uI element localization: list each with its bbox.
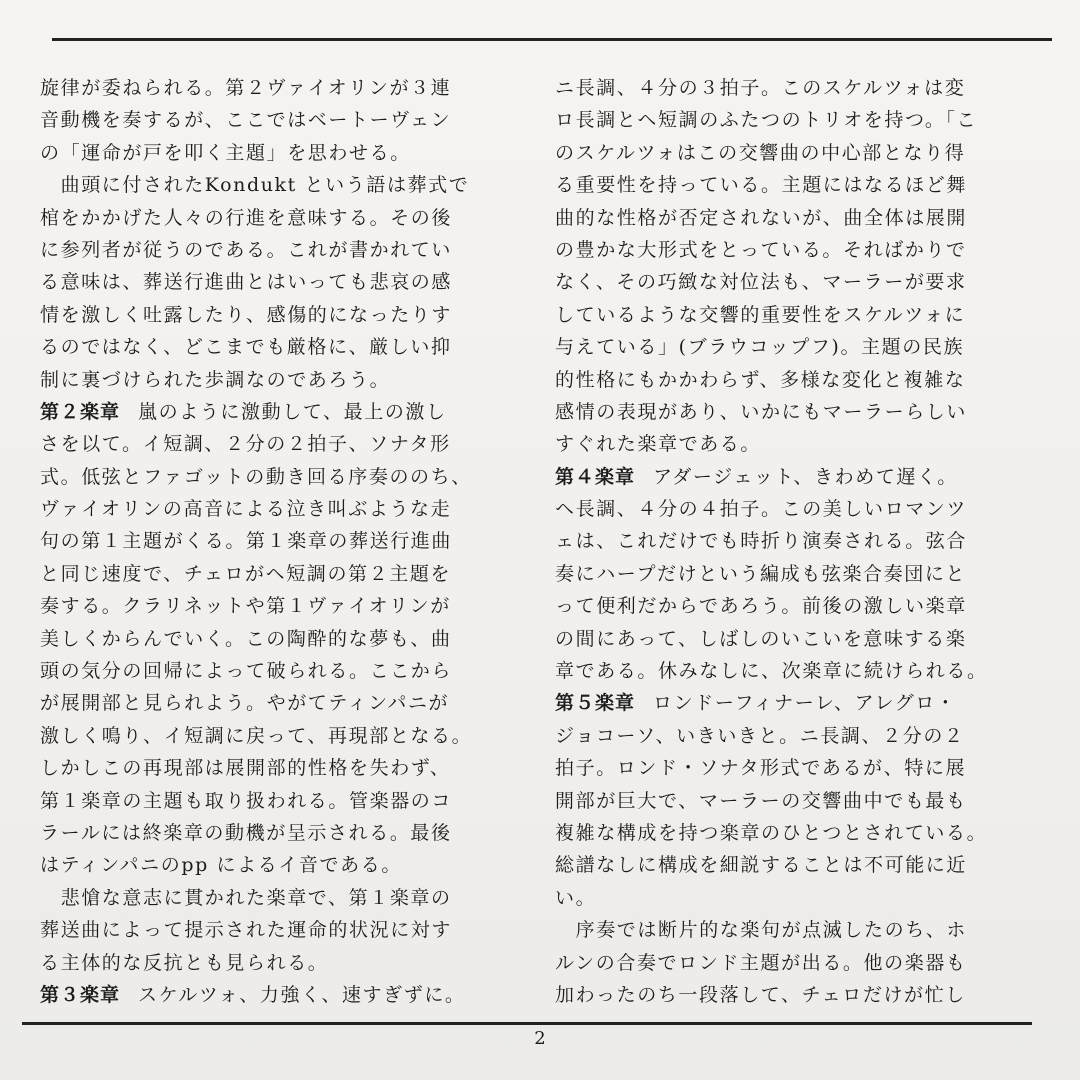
text-line xyxy=(555,137,1035,169)
line-text: 式。低弦とファゴットの動き回る序奏ののち、 xyxy=(40,465,472,488)
text-line xyxy=(40,752,520,784)
text-line xyxy=(40,849,520,881)
text-line xyxy=(555,104,1035,136)
section-heading-line xyxy=(40,979,520,1011)
line-text: ヴァイオリンの高音による泣き叫ぶような走 xyxy=(40,498,452,521)
text-line xyxy=(555,202,1035,234)
line-text: 第１楽章の主題も取り扱われる。管楽器のコ xyxy=(40,789,453,812)
line-text: しているような交響的重要性をスケルツォに xyxy=(555,303,966,326)
line-text: ェは、これだけでも時折り演奏される。弦合 xyxy=(555,530,968,553)
line-text: ロンドーフィナーレ、アレグロ・ xyxy=(653,692,957,715)
text-line xyxy=(40,623,520,655)
text-line xyxy=(40,785,520,817)
line-text: なく、その巧緻な対位法も、マーラーが要求 xyxy=(555,271,967,294)
top-rule xyxy=(52,38,1052,41)
line-text: と同じ速度で、チェロがヘ短調の第２主題を xyxy=(40,562,452,585)
line-text: ジョコーソ、いきいきと。ニ長調、２分の２ xyxy=(555,724,965,747)
line-text: 章である。休みなしに、次楽章に続けられる。 xyxy=(555,660,988,683)
line-text: ヘ長調、４分の４拍子。この美しいロマンツ xyxy=(555,498,968,521)
line-text: スケルツォ、力強く、速すぎずに。 xyxy=(138,983,466,1006)
line-text: に参列者が従うのである。これが書かれてい xyxy=(40,238,453,261)
text-line xyxy=(40,266,520,298)
line-text: 与えている」(ブラウコップフ)。主題の民族 xyxy=(555,336,965,359)
text-line xyxy=(40,202,520,234)
line-text: ラールには終楽章の動機が呈示される。最後 xyxy=(40,821,452,844)
right-text-column xyxy=(555,72,1035,1011)
text-line xyxy=(40,525,520,557)
text-line xyxy=(555,72,1035,104)
line-text: る主体的な反抗とも見られる。 xyxy=(40,951,329,974)
text-line xyxy=(555,914,1035,946)
line-text: 感情の表現があり、いかにもマーラーらしい xyxy=(555,400,968,423)
line-text: 嵐のように激動して、最上の激し xyxy=(138,400,447,423)
line-text: るのではなく、どこまでも厳格に、厳しい抑 xyxy=(40,336,452,359)
text-line xyxy=(40,364,520,396)
text-line xyxy=(555,396,1035,428)
text-line xyxy=(40,169,520,201)
line-text: ニ長調、４分の３拍子。このスケルツォは変 xyxy=(555,77,966,99)
text-line xyxy=(40,428,520,460)
text-line xyxy=(40,947,520,979)
text-line xyxy=(555,493,1035,525)
movement-heading: 第４楽章 xyxy=(555,465,636,488)
line-text: 頭の気分の回帰によって破られる。ここから xyxy=(40,660,453,683)
text-line xyxy=(555,169,1035,201)
text-line xyxy=(40,720,520,752)
text-line xyxy=(555,331,1035,363)
text-line xyxy=(40,687,520,719)
line-text: る重要性を持っている。主題にはなるほど舞 xyxy=(555,174,968,197)
text-line xyxy=(40,590,520,622)
line-text: 曲頭に付されたKondukt という語は葬式で xyxy=(40,174,470,197)
line-text: ルンの合奏でロンド主題が出る。他の楽器も xyxy=(555,951,967,974)
text-line xyxy=(555,299,1035,331)
text-line xyxy=(40,461,520,493)
text-line xyxy=(40,331,520,363)
line-text: 激しく鳴り、イ短調に戻って、再現部となる。 xyxy=(40,724,473,747)
line-text: 悲愴な意志に貫かれた楽章で、第１楽章の xyxy=(40,886,452,909)
line-text: い。 xyxy=(555,886,597,909)
line-text: 拍子。ロンド・ソナタ形式であるが、特に展 xyxy=(555,757,967,780)
line-text: 序奏では断片的な楽句が点滅したのち、ホ xyxy=(555,919,968,942)
line-text: 的性格にもかかわらず、多様な変化と複雑な xyxy=(555,368,966,391)
text-line xyxy=(555,266,1035,298)
text-line xyxy=(40,817,520,849)
line-text: って便利だからであろう。前後の激しい楽章 xyxy=(555,595,967,618)
text-line xyxy=(40,558,520,590)
text-line xyxy=(555,785,1035,817)
line-text: の間にあって、しばしのいこいを意味する楽 xyxy=(555,627,967,650)
text-line xyxy=(555,364,1035,396)
movement-heading: 第２楽章 xyxy=(40,400,121,423)
line-text: しかしこの再現部は展開部的性格を失わず、 xyxy=(40,757,451,780)
line-text: さを以て。イ短調、２分の２拍子、ソナタ形 xyxy=(40,433,451,456)
line-text: 曲的な性格が否定されないが、曲全体は展開 xyxy=(555,206,968,229)
line-text: すぐれた楽章である。 xyxy=(555,433,762,456)
line-text: 制に裏づけられた歩調なのであろう。 xyxy=(40,368,391,391)
text-line xyxy=(40,882,520,914)
bottom-rule xyxy=(22,1022,1032,1025)
text-line xyxy=(40,72,520,104)
text-line xyxy=(40,137,520,169)
movement-heading: 第５楽章 xyxy=(555,692,636,715)
line-text: る意味は、葬送行進曲とはいっても悲哀の感 xyxy=(40,271,453,294)
text-line xyxy=(555,752,1035,784)
page-number: 2 xyxy=(534,1028,546,1049)
line-text: はティンパニのpp によるイ音である。 xyxy=(40,854,402,877)
line-text: 美しくからんでいく。この陶酔的な夢も、曲 xyxy=(40,627,452,650)
section-heading-line xyxy=(555,687,1035,719)
line-text: 総譜なしに構成を細説することは不可能に近 xyxy=(555,854,968,877)
text-line xyxy=(555,428,1035,460)
text-line xyxy=(40,299,520,331)
left-text-column xyxy=(40,72,520,1011)
text-line xyxy=(40,655,520,687)
text-line xyxy=(555,979,1035,1011)
movement-heading: 第３楽章 xyxy=(40,983,121,1006)
text-line xyxy=(40,914,520,946)
text-line xyxy=(40,493,520,525)
text-line xyxy=(40,104,520,136)
line-text: 棺をかかげた人々の行進を意味する。その後 xyxy=(40,206,453,229)
line-text: 句の第１主題がくる。第１楽章の葬送行進曲 xyxy=(40,530,453,553)
section-heading-line xyxy=(40,396,520,428)
line-text: 音動機を奏するが、ここではベートーヴェン xyxy=(40,109,452,132)
line-text: 旋律が委ねられる。第２ヴァイオリンが３連 xyxy=(40,77,452,99)
line-text: 加わったのち一段落して、チェロだけが忙し xyxy=(555,983,966,1006)
text-line xyxy=(555,234,1035,266)
text-line xyxy=(555,720,1035,752)
line-text: ロ長調とヘ短調のふたつのトリオを持つ。「こ xyxy=(555,109,978,132)
line-text: 情を激しく吐露したり、感傷的になったりす xyxy=(40,303,453,326)
text-line xyxy=(555,817,1035,849)
text-line xyxy=(555,623,1035,655)
line-text: の「運命が戸を叩く主題」を思わせる。 xyxy=(40,141,411,164)
line-text: アダージェット、きわめて遅く。 xyxy=(653,465,958,488)
line-text: のスケルツォはこの交響曲の中心部となり得 xyxy=(555,141,966,164)
text-line xyxy=(555,947,1035,979)
text-line xyxy=(40,234,520,266)
text-line xyxy=(555,849,1035,881)
line-text: 奏する。クラリネットや第１ヴァイオリンが xyxy=(40,595,451,618)
text-line xyxy=(555,558,1035,590)
section-heading-line xyxy=(555,461,1035,493)
line-text: 葬送曲によって提示された運命的状況に対す xyxy=(40,919,453,942)
line-text: 奏にハープだけという編成も弦楽合奏団にと xyxy=(555,562,967,585)
text-line xyxy=(555,882,1035,914)
text-line xyxy=(555,655,1035,687)
line-text: 開部が巨大で、マーラーの交響曲中でも最も xyxy=(555,789,967,812)
line-text: の豊かな大形式をとっている。そればかりで xyxy=(555,238,967,261)
line-text: が展開部と見られよう。やがてティンパニが xyxy=(40,692,450,715)
text-line xyxy=(555,590,1035,622)
line-text: 複雑な構成を持つ楽章のひとつとされている。 xyxy=(555,821,988,844)
text-line xyxy=(555,525,1035,557)
